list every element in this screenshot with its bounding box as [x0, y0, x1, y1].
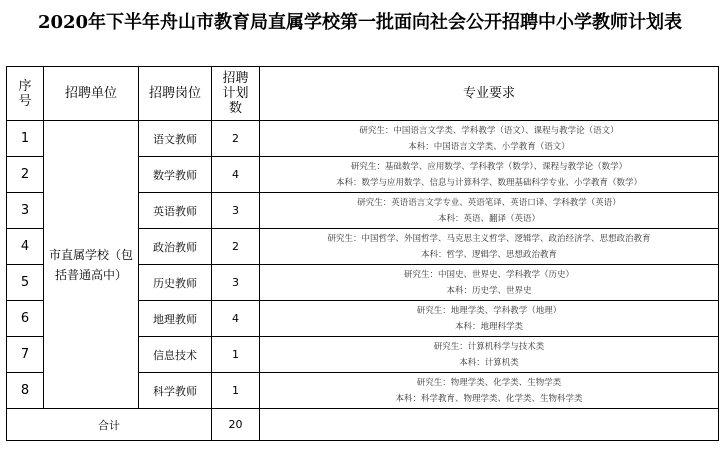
total-row — [7, 409, 719, 441]
total-label: 合计 — [7, 409, 212, 441]
count-cell: 1 — [212, 373, 260, 409]
requirements-cell — [260, 301, 719, 337]
requirements-cell — [260, 373, 719, 409]
req-graduate: 研究生：中国语言文学类、学科教学（语文）、课程与教学论（语文） — [359, 125, 619, 136]
req-graduate: 研究生：中国史、世界史、学科教学（历史） — [403, 269, 574, 280]
count-cell: 2 — [212, 121, 260, 157]
total-count: 20 — [212, 409, 260, 441]
count-cell: 3 — [212, 265, 260, 301]
req-undergraduate: 本科：计算机类 — [459, 357, 519, 368]
seq-cell: 6 — [7, 301, 44, 337]
header-seq-label: 序 号 — [18, 78, 32, 109]
count-cell: 4 — [212, 301, 260, 337]
seq-cell: 7 — [7, 337, 44, 373]
total-requirements-cell — [260, 409, 719, 441]
position-cell: 语文教师 — [139, 121, 212, 157]
seq-cell: 5 — [7, 265, 44, 301]
req-graduate: 研究生：英语语言文学专业、英语笔译、英语口译、学科教学（英语） — [357, 197, 621, 208]
position-cell: 历史教师 — [139, 265, 212, 301]
req-graduate: 研究生：物理学类、化学类、生物学类 — [416, 377, 562, 388]
seq-cell: 1 — [7, 121, 44, 157]
seq-cell: 2 — [7, 157, 44, 193]
requirements-cell — [260, 121, 719, 157]
requirements-cell — [260, 337, 719, 373]
count-cell: 1 — [212, 337, 260, 373]
requirements-cell — [260, 157, 719, 193]
req-undergraduate: 本科：地理科学类 — [454, 321, 523, 332]
header-position-label: 招聘岗位 — [148, 85, 201, 101]
page-title: 2020年下半年舟山市教育局直属学校第一批面向社会公开招聘中小学教师计划表 — [37, 12, 683, 33]
req-graduate: 研究生：基础数学、应用数学、学科教学（数学）、课程与教学论（数学） — [350, 161, 628, 172]
requirements-cell — [260, 193, 719, 229]
req-undergraduate: 本科：数学与应用数学、信息与计算科学、数理基础科学专业、小学教育（数学） — [335, 177, 642, 188]
req-undergraduate: 本科：中国语言文学类、小学教育（语文） — [408, 141, 570, 152]
header-requirements — [260, 67, 719, 121]
unit-cell: 市直属学校（包括普通高中） — [44, 121, 139, 409]
recruitment-plan-table — [6, 66, 719, 441]
count-cell: 3 — [212, 193, 260, 229]
req-undergraduate: 本科：历史学、世界史 — [446, 285, 532, 296]
position-cell: 数学教师 — [139, 157, 212, 193]
header-position — [139, 67, 212, 121]
position-cell: 英语教师 — [139, 193, 212, 229]
req-undergraduate: 本科：英语、翻译（英语） — [437, 213, 540, 224]
count-cell: 2 — [212, 229, 260, 265]
req-undergraduate: 本科：哲学、逻辑学、思想政治教育 — [420, 249, 557, 260]
requirements-cell — [260, 265, 719, 301]
header-unit — [44, 67, 139, 121]
table-row — [7, 121, 719, 157]
req-undergraduate: 本科：科学教育、物理学类、化学类、生物科学类 — [395, 393, 583, 404]
position-cell: 政治教师 — [139, 229, 212, 265]
seq-cell: 3 — [7, 193, 44, 229]
count-cell: 4 — [212, 157, 260, 193]
req-graduate: 研究生：地理学类、学科教学（地理） — [416, 305, 562, 316]
header-seq — [7, 67, 44, 121]
header-plan-label: 招聘 计划 数 — [222, 71, 249, 116]
position-cell: 科学教师 — [139, 373, 212, 409]
requirements-cell — [260, 229, 719, 265]
header-requirements-label: 专业要求 — [462, 85, 515, 101]
header-plan — [212, 67, 260, 121]
req-graduate: 研究生：计算机科学与技术类 — [433, 341, 545, 352]
position-cell: 地理教师 — [139, 301, 212, 337]
table-header-row — [7, 67, 719, 121]
position-cell: 信息技术 — [139, 337, 212, 373]
seq-cell: 4 — [7, 229, 44, 265]
seq-cell: 8 — [7, 373, 44, 409]
header-unit-label: 招聘单位 — [64, 85, 117, 101]
req-graduate: 研究生：中国哲学、外国哲学、马克思主义哲学、逻辑学、政治经济学、思想政治教育 — [327, 233, 651, 244]
